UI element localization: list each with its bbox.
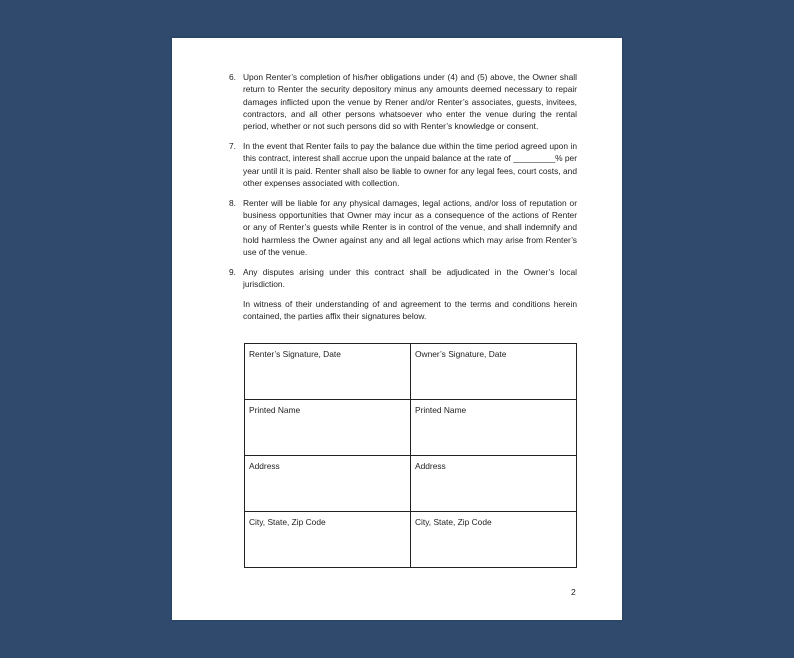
clause-text: Renter will be liable for any physical damages, legal actions, and/or loss of reputation or business opportunities that Owner may incur as a consequence of the actions of Renter or any of Renter’s guests while Renter is in control of the venue, and shall indemnify and hold harmless the Owner against any and all legal actions which may arise from Renter’s use of the venue. <box>243 197 577 257</box>
clause-text: Upon Renter’s completion of his/her obligations under (4) and (5) above, the Owner shall return to Renter the security depository minus any amounts deemed necessary to repair damages inflicted upon the venue by Rener and/or Renter’s associates, guests, invitees, contractors, and all other persons whatsoever who enter the venue during the rental period, whether or not such persons did so with Renter’s knowledge or consent. <box>243 72 577 132</box>
document-body <box>229 71 577 322</box>
document-page <box>172 38 622 620</box>
table-row <box>245 512 577 568</box>
witness-paragraph: In witness of their understanding of and agreement to the terms and conditions herein contained, the parties affix their signatures below. <box>243 298 577 322</box>
clause-text: Any disputes arising under this contract shall be adjudicated in the Owner’s local jurisdiction. <box>243 266 577 289</box>
clause-number: 7. <box>229 140 236 151</box>
clause-number: 8. <box>229 197 236 208</box>
clause-6 <box>229 71 577 132</box>
page-number: 2 <box>571 587 576 597</box>
table-row <box>245 456 577 512</box>
clause-number: 6. <box>229 72 236 82</box>
owner-printed-name-cell: Printed Name <box>411 400 577 456</box>
clause-7 <box>229 140 577 189</box>
renter-printed-name-cell: Printed Name <box>245 400 411 456</box>
clause-8 <box>229 197 577 258</box>
owner-signature-cell: Owner’s Signature, Date <box>411 344 577 400</box>
renter-signature-cell: Renter’s Signature, Date <box>245 344 411 400</box>
renter-address-cell: Address <box>245 456 411 512</box>
signature-table <box>244 343 577 568</box>
clause-number: 9. <box>229 266 236 277</box>
table-row <box>245 400 577 456</box>
owner-city-state-zip-cell: City, State, Zip Code <box>411 512 577 568</box>
table-row <box>245 344 577 400</box>
owner-address-cell: Address <box>411 456 577 512</box>
clause-9 <box>229 266 577 291</box>
renter-city-state-zip-cell: City, State, Zip Code <box>245 512 411 568</box>
clause-text: In the event that Renter fails to pay the balance due within the time period agreed upon in this contract, interest shall accrue upon the unpaid balance at the rate of _________% per year until it is paid. Renter shall also be liable to owner for any legal fees, court costs, and other expenses associated with collection. <box>243 140 577 188</box>
